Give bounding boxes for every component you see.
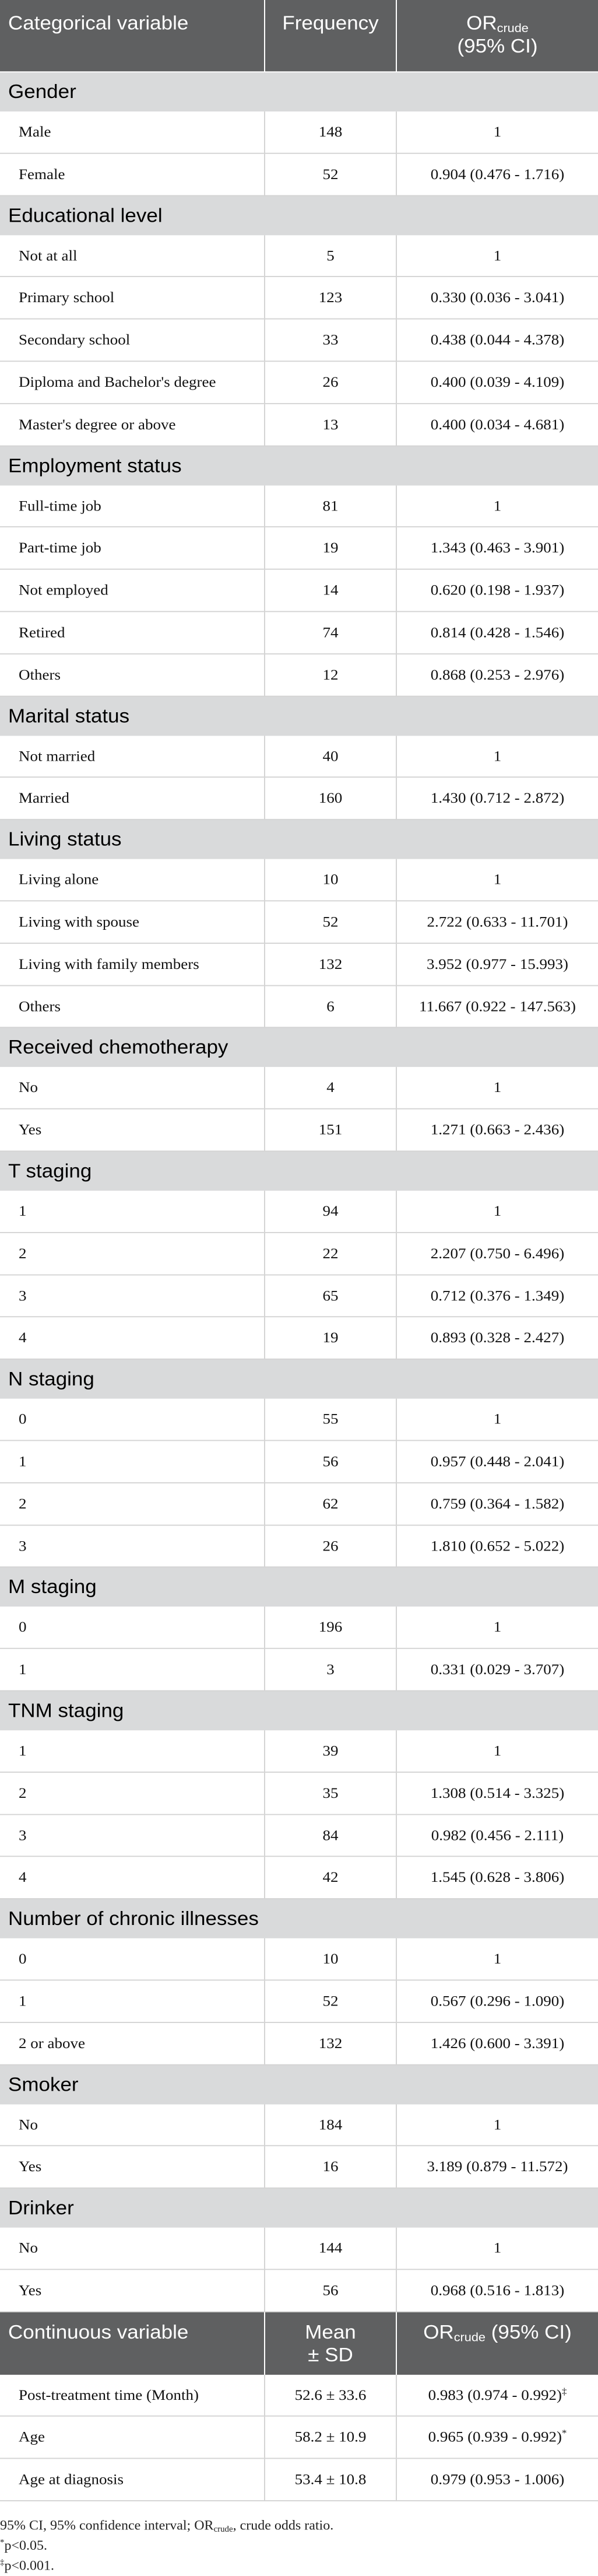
row-frequency: 65 bbox=[265, 1275, 396, 1317]
row-label: 0 bbox=[0, 1938, 265, 1980]
group-title: T staging bbox=[0, 1151, 598, 1191]
significance-mark: ‡ bbox=[562, 2385, 567, 2396]
row-label: Not employed bbox=[0, 569, 265, 611]
header-continuous-or-crude bbox=[396, 2312, 598, 2375]
group-header-row bbox=[0, 446, 598, 485]
row-odds-ratio: 1 bbox=[396, 736, 598, 777]
row-label: Female bbox=[0, 153, 265, 195]
group-header-row bbox=[0, 2064, 598, 2104]
row-label: Retired bbox=[0, 611, 265, 653]
row-label: No bbox=[0, 2228, 265, 2269]
row-odds-ratio: 0.957 (0.448 - 2.041) bbox=[396, 1440, 598, 1482]
table-row bbox=[0, 276, 598, 318]
row-label: 3 bbox=[0, 1525, 265, 1567]
table-row bbox=[0, 1275, 598, 1317]
header-or-subscript: crude bbox=[497, 21, 529, 35]
group-title: Marital status bbox=[0, 696, 598, 736]
group-header-row bbox=[0, 820, 598, 859]
table-row bbox=[0, 943, 598, 985]
group-title: Educational level bbox=[0, 195, 598, 235]
row-frequency: 196 bbox=[265, 1607, 396, 1648]
row-frequency: 84 bbox=[265, 1814, 396, 1856]
row-label: Married bbox=[0, 778, 265, 820]
row-label: Others bbox=[0, 985, 265, 1027]
continuous-odds-ratio: 0.983 (0.974 - 0.992) bbox=[428, 2386, 562, 2403]
row-label: 0 bbox=[0, 1399, 265, 1440]
group-header-row bbox=[0, 1567, 598, 1607]
row-frequency: 6 bbox=[265, 985, 396, 1027]
row-label: Living alone bbox=[0, 859, 265, 901]
header-or-label: OR bbox=[466, 12, 497, 34]
table-row bbox=[0, 2228, 598, 2269]
row-odds-ratio: 0.567 (0.296 - 1.090) bbox=[396, 1980, 598, 2022]
group-title: Gender bbox=[0, 72, 598, 111]
header-sd-label: ± SD bbox=[308, 2344, 353, 2366]
continuous-odds-ratio: 0.979 (0.953 - 1.006) bbox=[430, 2470, 565, 2488]
row-label: Male bbox=[0, 111, 265, 153]
continuous-mean-sd: 53.4 ± 10.8 bbox=[265, 2459, 396, 2501]
row-frequency: 39 bbox=[265, 1730, 396, 1772]
row-frequency: 33 bbox=[265, 319, 396, 361]
footnote-p001-text: p<0.001. bbox=[4, 2558, 54, 2574]
continuous-row bbox=[0, 2416, 598, 2458]
table-row bbox=[0, 2269, 598, 2311]
group-header-row bbox=[0, 1359, 598, 1399]
row-odds-ratio: 0.982 (0.456 - 2.111) bbox=[396, 1814, 598, 1856]
row-frequency: 14 bbox=[265, 569, 396, 611]
continuous-row bbox=[0, 2459, 598, 2501]
row-frequency: 19 bbox=[265, 1317, 396, 1359]
table-row bbox=[0, 2022, 598, 2064]
row-odds-ratio: 1.430 (0.712 - 2.872) bbox=[396, 778, 598, 820]
row-frequency: 5 bbox=[265, 235, 396, 276]
table-row bbox=[0, 361, 598, 403]
header-continuous-or-subscript: crude bbox=[453, 2330, 486, 2344]
continuous-label: Age at diagnosis bbox=[0, 2459, 265, 2501]
table-row bbox=[0, 1857, 598, 1899]
footnote-abbrev-subscript: crude bbox=[213, 2525, 233, 2534]
row-label: Secondary school bbox=[0, 319, 265, 361]
group-title: Drinker bbox=[0, 2188, 598, 2228]
group-header-row bbox=[0, 1899, 598, 1938]
row-odds-ratio: 0.400 (0.039 - 4.109) bbox=[396, 361, 598, 403]
row-odds-ratio: 1 bbox=[396, 1607, 598, 1648]
row-odds-ratio: 0.904 (0.476 - 1.716) bbox=[396, 153, 598, 195]
group-title: Living status bbox=[0, 820, 598, 859]
table-row bbox=[0, 1980, 598, 2022]
header-categorical-variable: Categorical variable bbox=[0, 0, 265, 72]
row-frequency: 144 bbox=[265, 2228, 396, 2269]
table-row bbox=[0, 1440, 598, 1482]
table-row bbox=[0, 1317, 598, 1359]
row-label: Yes bbox=[0, 1109, 265, 1151]
row-label: 3 bbox=[0, 1814, 265, 1856]
row-odds-ratio: 1 bbox=[396, 1938, 598, 1980]
row-frequency: 19 bbox=[265, 527, 396, 569]
table-row bbox=[0, 404, 598, 446]
row-frequency: 26 bbox=[265, 361, 396, 403]
group-title: Received chemotherapy bbox=[0, 1028, 598, 1068]
row-label: Full-time job bbox=[0, 485, 265, 527]
group-header-row bbox=[0, 1151, 598, 1191]
header-continuous-or-label: OR bbox=[423, 2321, 454, 2343]
row-label: 1 bbox=[0, 1648, 265, 1690]
row-odds-ratio: 1 bbox=[396, 111, 598, 153]
group-title: Number of chronic illnesses bbox=[0, 1899, 598, 1938]
group-title: N staging bbox=[0, 1359, 598, 1399]
row-odds-ratio: 0.968 (0.516 - 1.813) bbox=[396, 2269, 598, 2311]
header-continuous-ci-label: (95% CI) bbox=[491, 2321, 572, 2343]
row-frequency: 12 bbox=[265, 654, 396, 696]
row-frequency: 10 bbox=[265, 859, 396, 901]
row-frequency: 42 bbox=[265, 1857, 396, 1899]
row-label: Living with family members bbox=[0, 943, 265, 985]
header-or-crude bbox=[396, 0, 598, 72]
row-frequency: 13 bbox=[265, 404, 396, 446]
row-label: 2 bbox=[0, 1233, 265, 1275]
row-label: 2 or above bbox=[0, 2022, 265, 2064]
row-odds-ratio: 0.759 (0.364 - 1.582) bbox=[396, 1483, 598, 1525]
row-odds-ratio: 0.712 (0.376 - 1.349) bbox=[396, 1275, 598, 1317]
row-frequency: 184 bbox=[265, 2104, 396, 2146]
table-row bbox=[0, 985, 598, 1027]
row-frequency: 132 bbox=[265, 2022, 396, 2064]
row-label: 1 bbox=[0, 1730, 265, 1772]
table-row bbox=[0, 611, 598, 653]
row-frequency: 22 bbox=[265, 1233, 396, 1275]
row-label: No bbox=[0, 1068, 265, 1109]
header-mean-label: Mean bbox=[305, 2321, 356, 2343]
row-frequency: 3 bbox=[265, 1648, 396, 1690]
continuous-mean-sd: 52.6 ± 33.6 bbox=[265, 2375, 396, 2416]
row-frequency: 4 bbox=[265, 1068, 396, 1109]
significance-mark: * bbox=[562, 2428, 567, 2439]
table-row bbox=[0, 2146, 598, 2188]
row-odds-ratio: 11.667 (0.922 - 147.563) bbox=[396, 985, 598, 1027]
row-label: Part-time job bbox=[0, 527, 265, 569]
group-title: Employment status bbox=[0, 446, 598, 485]
group-header-row bbox=[0, 2188, 598, 2228]
footnote-p05 bbox=[0, 2536, 598, 2556]
continuous-header-row bbox=[0, 2312, 598, 2375]
row-label: 3 bbox=[0, 1275, 265, 1317]
row-frequency: 52 bbox=[265, 1980, 396, 2022]
row-odds-ratio: 1 bbox=[396, 485, 598, 527]
row-odds-ratio: 1 bbox=[396, 1399, 598, 1440]
row-odds-ratio: 1.271 (0.663 - 2.436) bbox=[396, 1109, 598, 1151]
row-odds-ratio: 0.620 (0.198 - 1.937) bbox=[396, 569, 598, 611]
table-row bbox=[0, 569, 598, 611]
row-odds-ratio: 0.330 (0.036 - 3.041) bbox=[396, 276, 598, 318]
row-label: Diploma and Bachelor's degree bbox=[0, 361, 265, 403]
row-odds-ratio: 2.722 (0.633 - 11.701) bbox=[396, 901, 598, 943]
table-row bbox=[0, 1233, 598, 1275]
row-frequency: 151 bbox=[265, 1109, 396, 1151]
continuous-label: Age bbox=[0, 2416, 265, 2458]
table-row bbox=[0, 901, 598, 943]
header-ci-label: (95% CI) bbox=[457, 35, 538, 57]
row-label: 2 bbox=[0, 1483, 265, 1525]
footnote-abbreviations bbox=[0, 2516, 598, 2536]
row-label: Living with spouse bbox=[0, 901, 265, 943]
table-row bbox=[0, 111, 598, 153]
table-row bbox=[0, 859, 598, 901]
table-row bbox=[0, 527, 598, 569]
row-label: 1 bbox=[0, 1440, 265, 1482]
group-header-row bbox=[0, 1690, 598, 1730]
row-odds-ratio: 0.814 (0.428 - 1.546) bbox=[396, 611, 598, 653]
table-row bbox=[0, 654, 598, 696]
table-row bbox=[0, 736, 598, 777]
row-label: 1 bbox=[0, 1980, 265, 2022]
header-mean-sd bbox=[265, 2312, 396, 2375]
row-label: Primary school bbox=[0, 276, 265, 318]
group-header-row bbox=[0, 1028, 598, 1068]
row-odds-ratio: 0.893 (0.328 - 2.427) bbox=[396, 1317, 598, 1359]
row-frequency: 40 bbox=[265, 736, 396, 777]
row-odds-ratio: 1 bbox=[396, 1191, 598, 1232]
table-row bbox=[0, 1525, 598, 1567]
row-frequency: 10 bbox=[265, 1938, 396, 1980]
footnote-p05-mark: * bbox=[0, 2538, 5, 2547]
table-row bbox=[0, 1191, 598, 1232]
row-frequency: 26 bbox=[265, 1525, 396, 1567]
group-title: TNM staging bbox=[0, 1690, 598, 1730]
row-odds-ratio: 0.331 (0.029 - 3.707) bbox=[396, 1648, 598, 1690]
row-label: 4 bbox=[0, 1857, 265, 1899]
continuous-odds-ratio-cell bbox=[396, 2416, 598, 2458]
group-header-row bbox=[0, 72, 598, 111]
row-label: 2 bbox=[0, 1772, 265, 1814]
row-odds-ratio: 1 bbox=[396, 2104, 598, 2146]
table-row bbox=[0, 319, 598, 361]
row-odds-ratio: 1 bbox=[396, 2228, 598, 2269]
footnote-abbrev-text-end: , crude odds ratio. bbox=[233, 2518, 334, 2533]
table-row bbox=[0, 1607, 598, 1648]
row-frequency: 16 bbox=[265, 2146, 396, 2188]
row-frequency: 52 bbox=[265, 901, 396, 943]
row-odds-ratio: 0.400 (0.034 - 4.681) bbox=[396, 404, 598, 446]
continuous-mean-sd: 58.2 ± 10.9 bbox=[265, 2416, 396, 2458]
continuous-row bbox=[0, 2375, 598, 2416]
row-frequency: 74 bbox=[265, 611, 396, 653]
group-title: Smoker bbox=[0, 2064, 598, 2104]
row-odds-ratio: 1 bbox=[396, 1068, 598, 1109]
row-label: 4 bbox=[0, 1317, 265, 1359]
table-row bbox=[0, 1483, 598, 1525]
continuous-label: Post-treatment time (Month) bbox=[0, 2375, 265, 2416]
row-label: Not married bbox=[0, 736, 265, 777]
table-footnotes bbox=[0, 2501, 598, 2576]
row-frequency: 81 bbox=[265, 485, 396, 527]
header-frequency: Frequency bbox=[265, 0, 396, 72]
row-odds-ratio: 3.189 (0.879 - 11.572) bbox=[396, 2146, 598, 2188]
row-frequency: 35 bbox=[265, 1772, 396, 1814]
table-row bbox=[0, 1399, 598, 1440]
row-label: Yes bbox=[0, 2269, 265, 2311]
table-row bbox=[0, 2104, 598, 2146]
row-odds-ratio: 1 bbox=[396, 1730, 598, 1772]
footnote-p001 bbox=[0, 2556, 598, 2576]
row-frequency: 56 bbox=[265, 2269, 396, 2311]
footnote-p05-text: p<0.05. bbox=[4, 2539, 47, 2553]
table-row bbox=[0, 1648, 598, 1690]
row-odds-ratio: 1 bbox=[396, 235, 598, 276]
row-odds-ratio: 1 bbox=[396, 859, 598, 901]
table-header-row bbox=[0, 0, 598, 72]
footnote-abbrev-text: 95% CI, 95% confidence interval; OR bbox=[0, 2518, 214, 2533]
table-row bbox=[0, 778, 598, 820]
group-header-row bbox=[0, 696, 598, 736]
row-label: No bbox=[0, 2104, 265, 2146]
row-label: 1 bbox=[0, 1191, 265, 1232]
row-frequency: 148 bbox=[265, 111, 396, 153]
row-odds-ratio: 0.438 (0.044 - 4.378) bbox=[396, 319, 598, 361]
continuous-odds-ratio: 0.965 (0.939 - 0.992) bbox=[428, 2428, 562, 2445]
row-odds-ratio: 1.308 (0.514 - 3.325) bbox=[396, 1772, 598, 1814]
row-label: Not at all bbox=[0, 235, 265, 276]
table-row bbox=[0, 235, 598, 276]
categorical-body bbox=[0, 72, 598, 2311]
row-frequency: 132 bbox=[265, 943, 396, 985]
row-frequency: 56 bbox=[265, 1440, 396, 1482]
header-continuous-variable: Continuous variable bbox=[0, 2312, 265, 2375]
row-frequency: 55 bbox=[265, 1399, 396, 1440]
group-header-row bbox=[0, 195, 598, 235]
table-row bbox=[0, 1814, 598, 1856]
table-row bbox=[0, 1772, 598, 1814]
table-row bbox=[0, 1730, 598, 1772]
table-row bbox=[0, 1068, 598, 1109]
row-frequency: 94 bbox=[265, 1191, 396, 1232]
footnote-p001-mark: ‡ bbox=[0, 2558, 5, 2567]
row-odds-ratio: 1.426 (0.600 - 3.391) bbox=[396, 2022, 598, 2064]
continuous-odds-ratio-cell bbox=[396, 2375, 598, 2416]
row-odds-ratio: 1.545 (0.628 - 3.806) bbox=[396, 1857, 598, 1899]
row-odds-ratio: 1.343 (0.463 - 3.901) bbox=[396, 527, 598, 569]
row-odds-ratio: 3.952 (0.977 - 15.993) bbox=[396, 943, 598, 985]
row-label: Master's degree or above bbox=[0, 404, 265, 446]
row-odds-ratio: 1.810 (0.652 - 5.022) bbox=[396, 1525, 598, 1567]
row-odds-ratio: 0.868 (0.253 - 2.976) bbox=[396, 654, 598, 696]
row-label: 0 bbox=[0, 1607, 265, 1648]
continuous-body bbox=[0, 2312, 598, 2501]
row-frequency: 123 bbox=[265, 276, 396, 318]
row-frequency: 52 bbox=[265, 153, 396, 195]
row-frequency: 160 bbox=[265, 778, 396, 820]
table-row bbox=[0, 1109, 598, 1151]
row-odds-ratio: 2.207 (0.750 - 6.496) bbox=[396, 1233, 598, 1275]
row-label: Others bbox=[0, 654, 265, 696]
continuous-odds-ratio-cell bbox=[396, 2459, 598, 2501]
row-label: Yes bbox=[0, 2146, 265, 2188]
table-row bbox=[0, 1938, 598, 1980]
row-frequency: 62 bbox=[265, 1483, 396, 1525]
table-row bbox=[0, 153, 598, 195]
group-title: M staging bbox=[0, 1567, 598, 1607]
table-row bbox=[0, 485, 598, 527]
